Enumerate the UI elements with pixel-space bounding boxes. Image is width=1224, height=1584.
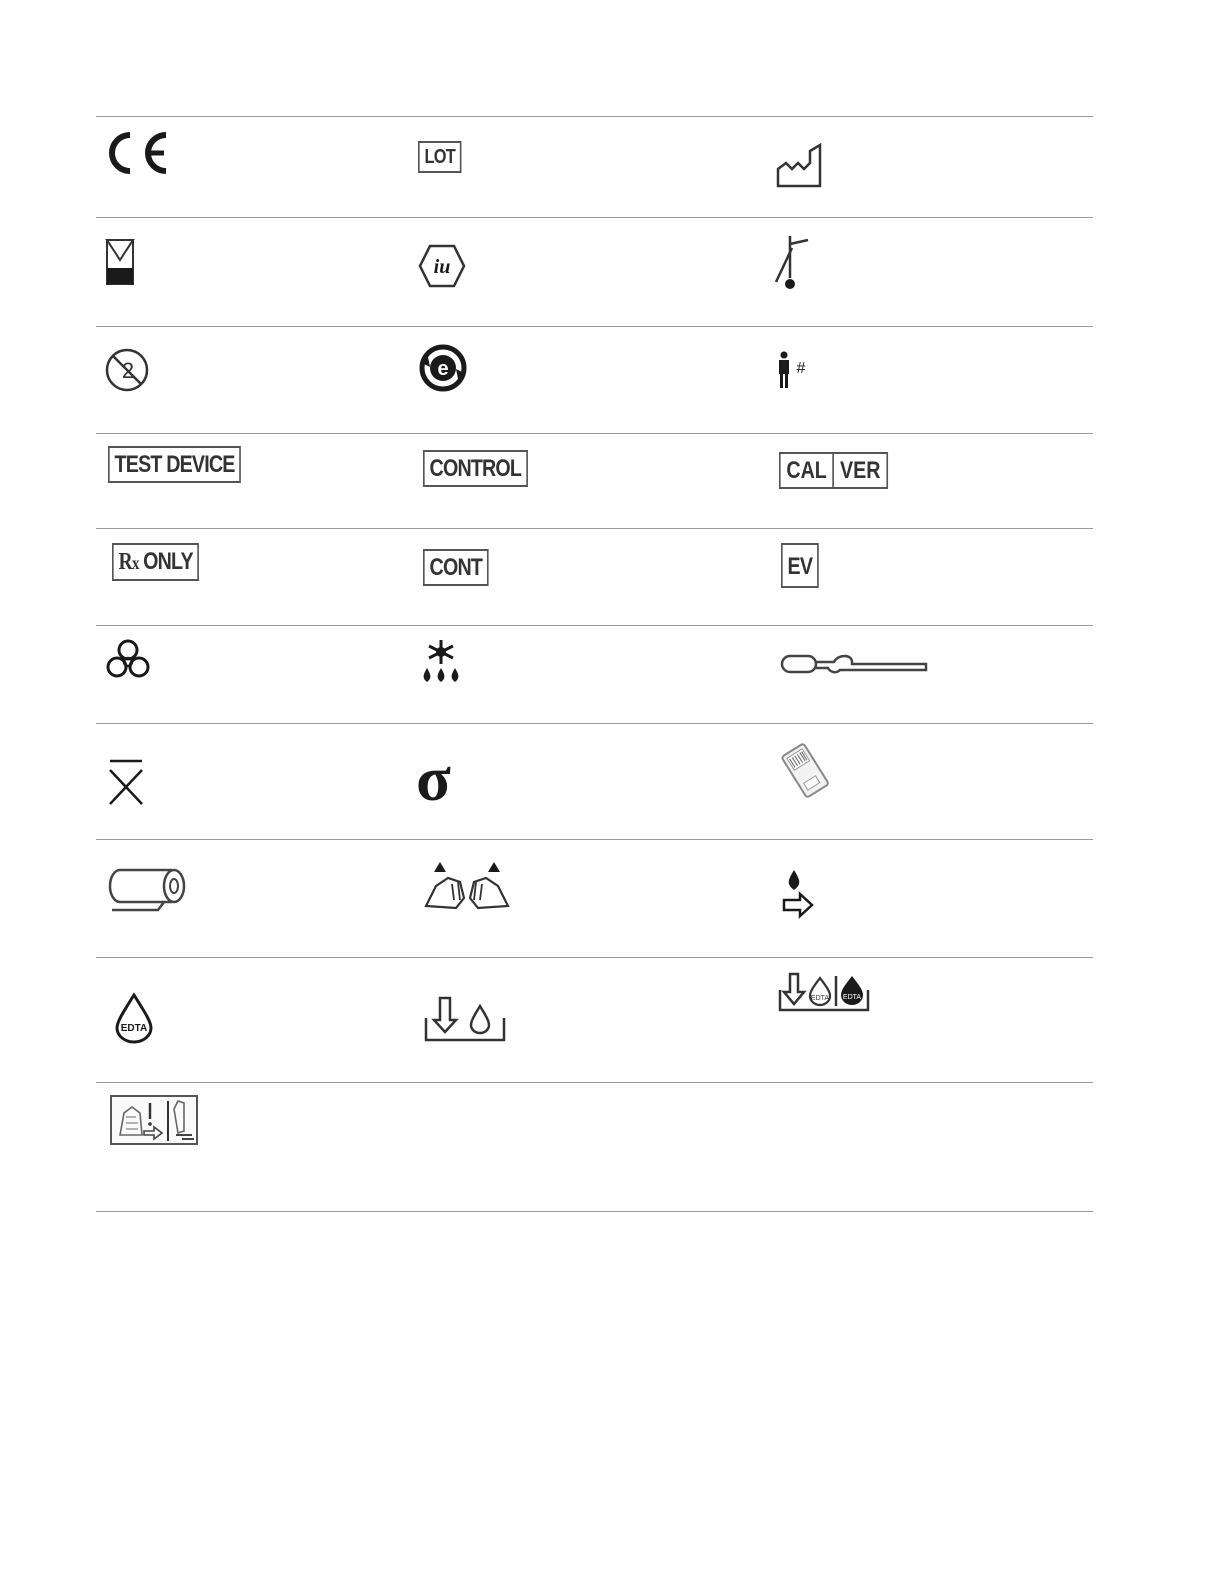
table-row xyxy=(96,839,1093,957)
table-row xyxy=(96,957,1093,1082)
biohazard-icon xyxy=(104,638,152,680)
cal-ver-icon xyxy=(779,452,912,489)
ce-mark-icon xyxy=(104,129,170,177)
svg-text:2: 2 xyxy=(121,358,135,383)
edta-text-outline: EDTA xyxy=(810,995,830,1002)
iu-icon xyxy=(418,244,466,288)
edta-text: EDTA xyxy=(120,1023,148,1034)
table-row xyxy=(96,116,1093,217)
electronic-ifu-icon xyxy=(418,343,468,393)
hand-warming-icon xyxy=(422,860,512,912)
roll-icon xyxy=(108,866,190,914)
fingerstick-instruction-icon xyxy=(110,1095,200,1147)
test-card-icon xyxy=(778,742,834,798)
patient-id-icon xyxy=(774,351,814,391)
lot-label: LOT xyxy=(418,141,461,173)
control-icon xyxy=(423,450,551,487)
test-device-icon xyxy=(108,446,270,483)
apply-edta-drop-icon xyxy=(778,972,872,1014)
apply-drop-icon xyxy=(424,994,508,1044)
table-row xyxy=(96,528,1093,625)
ver-label: VER xyxy=(833,454,887,487)
pipette-icon xyxy=(780,652,930,676)
svg-text:e: e xyxy=(437,358,449,380)
symbol-table xyxy=(96,116,1093,1212)
table-row xyxy=(96,217,1093,326)
iu-text: iu xyxy=(433,256,451,278)
edta-drop-icon xyxy=(112,992,156,1044)
control-label: CONTROL xyxy=(423,450,528,487)
do-not-reuse-icon xyxy=(104,347,150,393)
contents-icon xyxy=(423,549,503,586)
use-by-date-icon xyxy=(104,238,136,286)
svg-text:σ: σ xyxy=(416,750,451,806)
table-row xyxy=(96,1082,1093,1212)
ev-label: EV xyxy=(781,543,819,588)
patient-hash-text: # xyxy=(796,360,806,377)
ev-icon xyxy=(781,543,827,588)
keep-frozen-icon xyxy=(418,638,464,686)
sigma-icon xyxy=(416,750,476,806)
sample-mean-icon xyxy=(106,758,146,806)
table-row xyxy=(96,433,1093,528)
table-row xyxy=(96,326,1093,433)
temperature-limit-icon xyxy=(774,232,814,292)
lot-number-icon xyxy=(418,141,471,173)
cont-label: CONT xyxy=(423,549,489,586)
rx-only-label: ONLY xyxy=(143,548,193,575)
edta-text-filled: EDTA xyxy=(842,994,862,1001)
test-device-label: TEST DEVICE xyxy=(108,446,241,483)
sample-drop-arrow-icon xyxy=(780,868,820,920)
cal-label: CAL xyxy=(786,457,827,484)
table-row xyxy=(96,723,1093,839)
manufacturer-icon xyxy=(774,143,824,189)
rx-only-icon: Rx ONLY xyxy=(112,543,218,581)
table-row xyxy=(96,625,1093,723)
